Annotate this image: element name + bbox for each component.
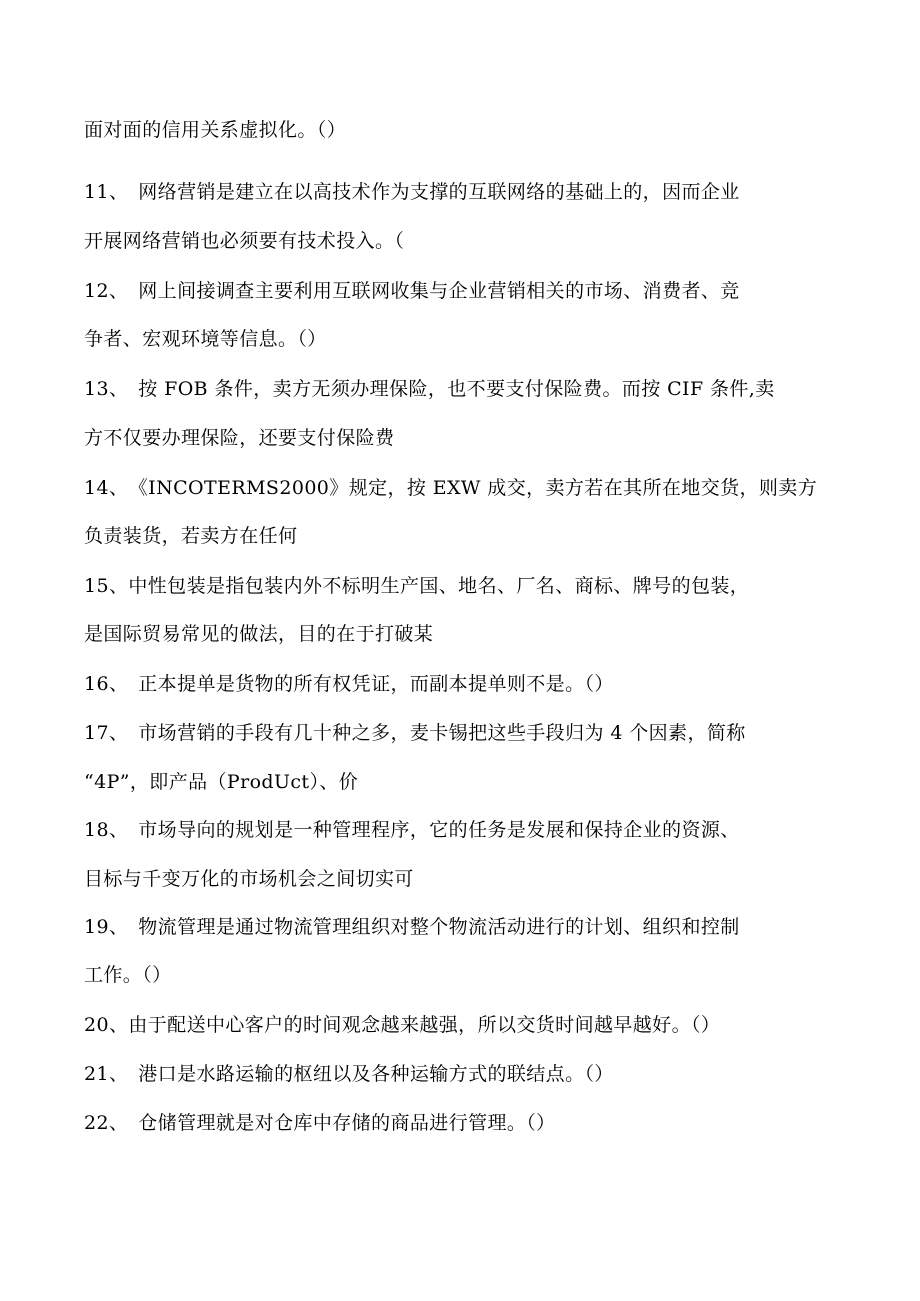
text-line: 工作。（） [84,964,172,986]
text-line: 负责装货，若卖方在任何 [84,525,298,547]
text-line: 开展网络营销也必须要有技术投入。（ [84,230,405,252]
text-line: “4P”，即产品（ProdUct）、价 [84,771,359,793]
text-line: 面对面的信用关系虚拟化。（） [84,119,347,141]
text-line: 22、 仓储管理就是对仓库中存储的商品进行管理。（） [84,1112,556,1134]
text-line: 19、 物流管理是通过物流管理组织对整个物流活动进行的计划、组织和控制 [84,916,740,938]
text-line: 争者、宏观环境等信息。（） [84,328,327,350]
text-line: 15、中性包装是指包装内外不标明生产国、地名、厂名、商标、牌号的包装， [84,575,750,597]
text-line: 18、 市场导向的规划是一种管理程序，它的任务是发展和保持企业的资源、 [84,819,740,841]
text-line: 11、 网络营销是建立在以高技术作为支撑的互联网络的基础上的，因而企业 [84,181,740,203]
text-line: 20、由于配送中心客户的时间观念越来越强，所以交货时间越早越好。（） [84,1014,721,1036]
text-line: 13、 按 FOB 条件，卖方无须办理保险，也不要支付保险费。而按 CIF 条件,卖 [84,378,775,400]
text-line: 目标与千变万化的市场机会之间切实可 [84,868,414,890]
text-line: 16、 正本提单是货物的所有权凭证，而副本提单则不是。（） [84,673,614,695]
text-line: 17、 市场营销的手段有几十种之多，麦卡锡把这些手段归为 4 个因素，简称 [84,722,746,744]
text-line: 12、 网上间接调查主要利用互联网收集与企业营销相关的市场、消费者、竞 [84,280,740,302]
text-line: 14、 《INCOTERMS2000》规定，按 EXW 成交，卖方若在其所在地交货，则卖方 [84,477,818,499]
text-line: 21、 港口是水路运输的枢纽以及各种运输方式的联结点。（） [84,1063,614,1085]
text-line: 是国际贸易常见的做法，目的在于打破某 [84,623,434,645]
text-line: 方不仅要办理保险，还要支付保险费 [84,427,395,449]
